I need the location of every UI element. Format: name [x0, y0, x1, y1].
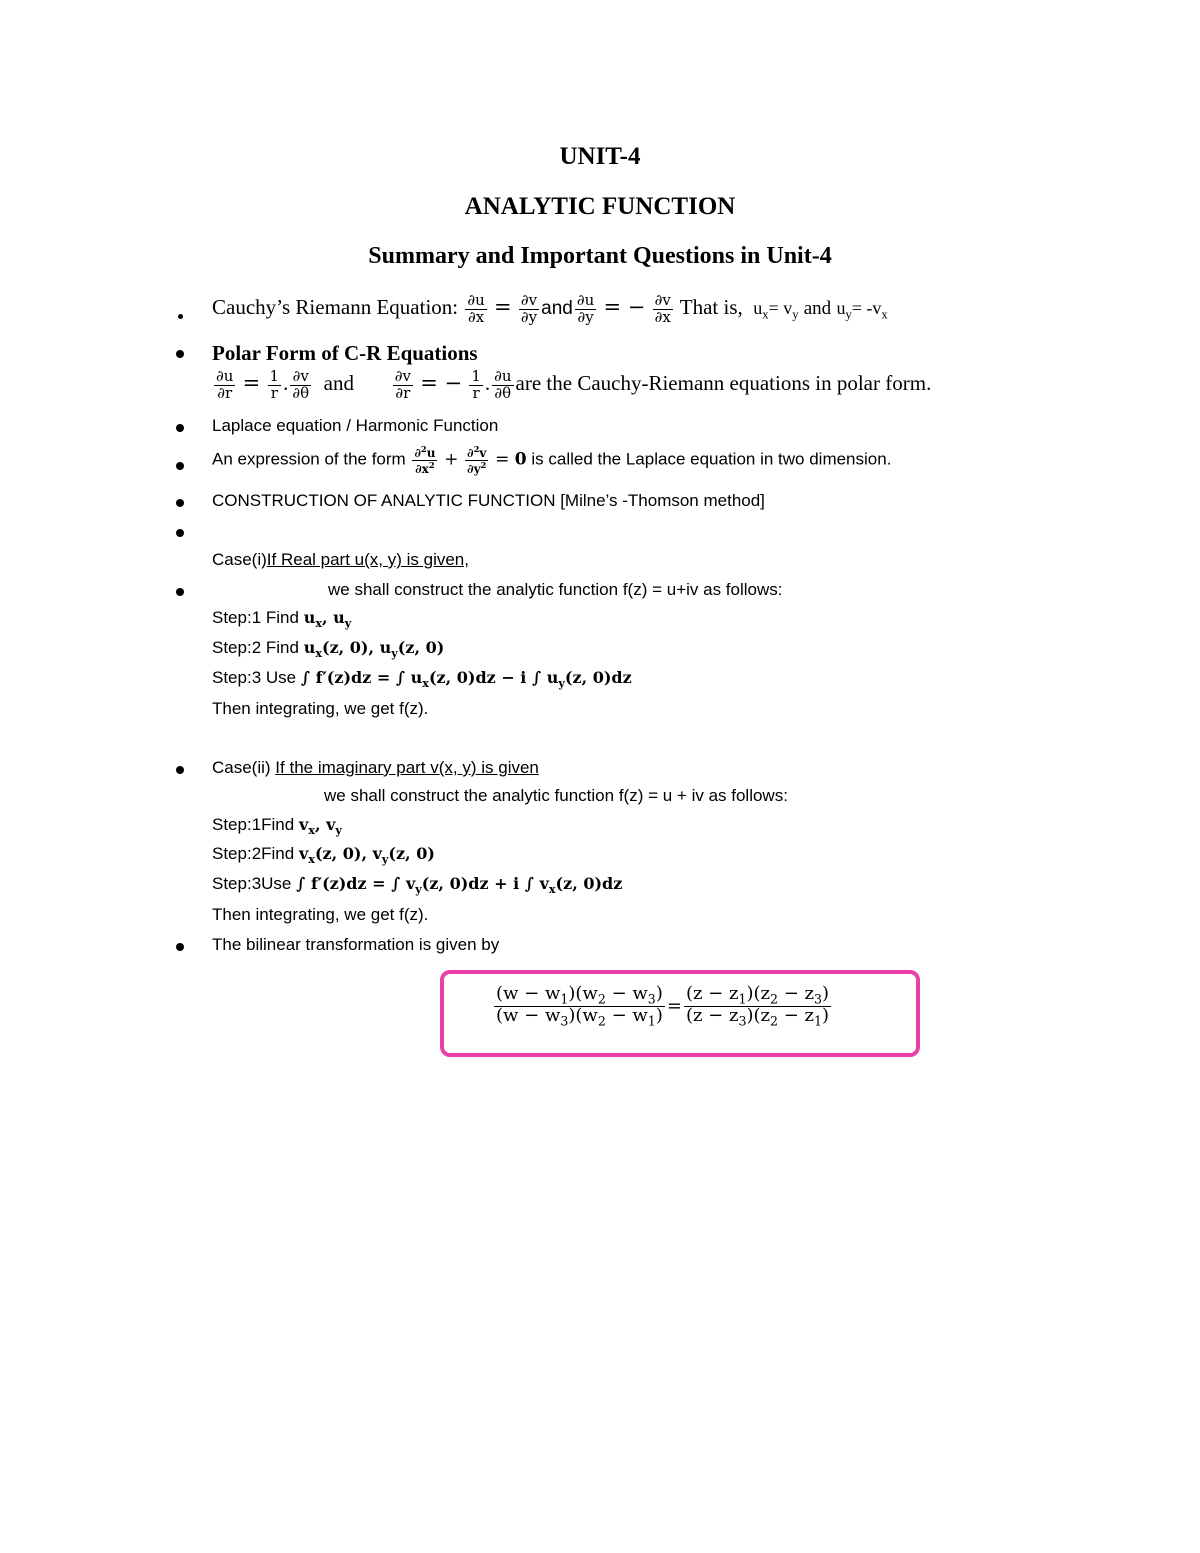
case2-step3-label: Step:3Use	[212, 874, 292, 893]
d2u-dx2-fraction: $\frac{\partial^2u}{\partial x^2}$	[414, 444, 436, 476]
laplace-equation-line: An expression of the form $\frac{\partial^2u}{\partial x^2}$ + $\frac{\partial^2v}{\partial y^2}$ = 0 is called the Laplace equation in two dimension.	[212, 444, 892, 476]
case1-step3: Step:3 Use ∫ f′(z)dz = ∫ $u_x(z$, 0)dz − i ∫ $u_y(z$, 0)dz	[212, 668, 632, 691]
construction-heading: CONSTRUCTION OF ANALYTIC FUNCTION [Milne’s -Thomson method]	[212, 491, 765, 510]
du-dr-fraction: $\frac{\partial u}{\partial r}$	[216, 367, 234, 402]
bullet-icon	[176, 588, 184, 596]
case1-heading	[212, 550, 469, 570]
polar-and: and	[323, 371, 354, 396]
du-dx-fraction: $\frac{\partial u}{\partial x}$	[467, 291, 485, 326]
case1-step2: Step:2 Find $u_x(z$, 0), $u_y(z$, 0)	[212, 638, 445, 661]
cr-that-is: That is,	[679, 295, 743, 320]
bullet-icon	[176, 529, 184, 537]
w-fraction: $\frac{(w - w_1)(w_2 - w_3)}{(w - w_3)(w_2 - w_1)}$	[496, 983, 663, 1029]
cr-label: Cauchy’s Riemann Equation:	[212, 295, 459, 320]
polar-equation-line: $\frac{\partial u}{\partial r}$ = $\frac{1}{r}$ . $\frac{\partial v}{\partial\theta}$ and $\frac{\partial v}{\partial r}$ = − $\frac{1}{r}$ . $\frac{\partial u}{\partial\theta}$ are the Cauchy-Riemann equations in polar form.	[216, 367, 932, 402]
case1-step1-label: Step:1 Find	[212, 608, 299, 627]
dv-dtheta-fraction: $\frac{\partial v}{\partial\theta}$	[292, 367, 310, 402]
laplace-suffix: is called the Laplace equation in two dimension.	[531, 449, 892, 469]
polar-tail: are the Cauchy-Riemann equations in polar form.	[515, 371, 932, 396]
bullet-icon	[176, 943, 184, 951]
subtitle: Summary and Important Questions in Unit-4	[368, 243, 832, 269]
bullet-icon	[176, 424, 184, 432]
case1-step2-label: Step:2 Find	[212, 638, 299, 657]
bilinear-heading: The bilinear transformation is given by	[212, 935, 500, 954]
case2-title: If the imaginary part v(x, y) is given	[275, 758, 539, 777]
bilinear-formula: $\frac{(w - w_1)(w_2 - w_3)}{(w - w_3)(w_2 - w_1)}$ = $\frac{(z - z_1)(z_2 - z_3)}{(z - z_3)(z_2 - z_1)}$	[496, 983, 830, 1029]
bullet-icon	[176, 462, 184, 470]
case1-intro: we shall construct the analytic function f(z) = u+iv as follows:	[328, 580, 783, 599]
d2v-dy2-fraction: $\frac{\partial^2v}{\partial y^2}$	[467, 444, 487, 476]
case2-heading	[212, 758, 539, 778]
cr-and: and	[541, 298, 573, 320]
topic-title: ANALYTIC FUNCTION	[464, 193, 736, 220]
case2-step1: Step:1Find $v_x$, $v_y$	[212, 815, 342, 838]
case2-step2-label: Step:2Find	[212, 844, 295, 863]
case1-title: If Real part u(x, y) is given,	[266, 550, 469, 569]
one-over-r-fraction: $\frac{1}{r}$	[269, 367, 280, 402]
case1-step1: Step:1 Find $u_x$, $u_y$	[212, 608, 352, 631]
z-fraction: $\frac{(z - z_1)(z_2 - z_3)}{(z - z_3)(z_2 - z_1)}$	[685, 983, 830, 1029]
bullet-icon	[176, 766, 184, 774]
case2-step2: Step:2Find $v_x(z$, 0), $v_y(z$, 0)	[212, 844, 435, 867]
case2-step3: Step:3Use ∫ f′(z)dz = ∫ $v_y(z$, 0)dz + i ∫ $v_x(z$, 0)dz	[212, 874, 623, 897]
case2-label: Case(ii)	[212, 758, 271, 777]
polar-heading: Polar Form of C-R Equations	[212, 341, 478, 365]
cr-equation-line: Cauchy’s Riemann Equation: $\frac{\partial u}{\partial x}$ = $\frac{\partial v}{\partial y}$ and $\frac{\partial u}{\partial y}$ = − $\frac{\partial v}{\partial x}$ That is, $u_x= v_y$ and $u_y= -v_x$	[212, 291, 888, 326]
du-dy-fraction: $\frac{\partial u}{\partial y}$	[576, 291, 595, 326]
laplace-heading: Laplace equation / Harmonic Function	[212, 416, 499, 435]
du-dtheta-fraction: $\frac{\partial u}{\partial\theta}$	[494, 367, 512, 402]
case1-step3-label: Step:3 Use	[212, 668, 297, 687]
case2-then: Then integrating, we get f(z).	[212, 905, 429, 924]
bullet-icon	[178, 314, 183, 319]
case1-label: Case(i)	[212, 550, 267, 569]
case2-intro: we shall construct the analytic function f(z) = u + iv as follows:	[324, 786, 788, 805]
unit-title: UNIT-4	[559, 143, 641, 170]
case2-step1-label: Step:1Find	[212, 815, 295, 834]
dv-dx-fraction: $\frac{\partial v}{\partial x}$	[654, 291, 671, 326]
laplace-prefix: An expression of the form	[212, 449, 406, 469]
one-over-r-fraction-2: $\frac{1}{r}$	[471, 367, 481, 402]
dv-dr-fraction: $\frac{\partial v}{\partial r}$	[394, 367, 411, 402]
bullet-icon	[176, 499, 184, 507]
dv-dy-fraction: $\frac{\partial v}{\partial y}$	[520, 291, 538, 326]
case1-then: Then integrating, we get f(z).	[212, 699, 429, 718]
bullet-icon	[176, 350, 184, 358]
cr-and2: and	[803, 298, 832, 320]
